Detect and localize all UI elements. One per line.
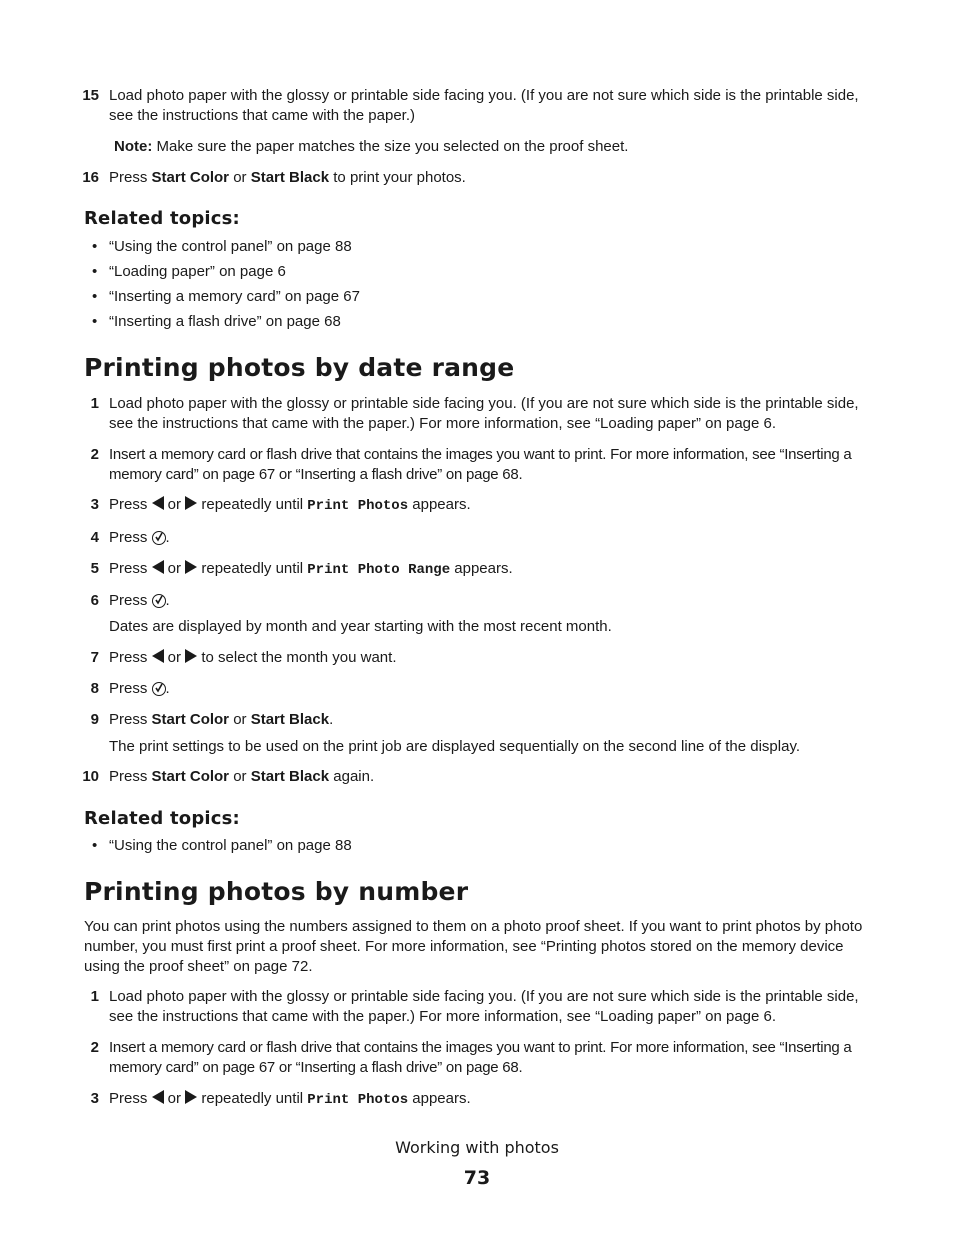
step-number: 5	[90, 560, 99, 577]
step-number: 1	[90, 988, 99, 1005]
left-arrow-icon	[152, 649, 164, 663]
start-black-label: Start Black	[250, 711, 330, 728]
bullet-icon: •	[92, 288, 98, 305]
bullet-icon: •	[92, 313, 98, 330]
step-text: Load photo paper with the glossy or printable side facing you. (If you are not sure which side is the printable side, see the instructions that came with the paper.)	[109, 87, 859, 124]
step-text: Press Start Color or Start Black again.	[109, 768, 375, 785]
display-text: Print Photo Range	[307, 562, 451, 578]
step-text: Press Start Color or Start Black to print your photos.	[109, 169, 466, 186]
step-text: Press .	[109, 592, 170, 609]
checkmark-button-icon	[152, 594, 166, 608]
step-number: 2	[90, 446, 99, 463]
bullet-icon: •	[92, 263, 98, 280]
start-black-label: Start Black	[250, 768, 330, 785]
display-text: Print Photos	[307, 1092, 409, 1108]
step-text: Press or repeatedly until Print Photos appears.	[109, 1090, 471, 1108]
footer-chapter-title: Working with photos	[395, 1138, 559, 1157]
step-number: 2	[90, 1039, 99, 1056]
section-intro: You can print photos using the numbers assigned to them on a photo proof sheet. If you want to print photos by photo number, you must first print a proof sheet. For more information, see “Printing photos stored on the memory device using the proof sheet” on page 72.	[84, 918, 863, 975]
step-number: 4	[90, 529, 99, 546]
step-text: Load photo paper with the glossy or printable side facing you. (If you are not sure which side is the printable side, see the instructions that came with the paper.) For more information, see “Loading paper” on page 6.	[109, 988, 859, 1025]
note	[114, 137, 874, 157]
step-text: Press or repeatedly until Print Photos appears.	[109, 496, 471, 514]
right-arrow-icon	[185, 649, 197, 663]
start-black-label: Start Black	[250, 169, 330, 186]
left-arrow-icon	[152, 560, 164, 574]
step-number: 7	[90, 649, 99, 666]
right-arrow-icon	[185, 560, 197, 574]
start-color-label: Start Color	[151, 768, 230, 785]
step-number: 3	[90, 496, 99, 513]
step-text: Press .	[109, 529, 170, 546]
step-6-detail: Dates are displayed by month and year starting with the most recent month.	[109, 618, 612, 635]
start-color-label: Start Color	[151, 169, 230, 186]
step-number: 15	[82, 87, 99, 104]
section-heading-date-range: Printing photos by date range	[84, 353, 515, 382]
step-number: 1	[90, 395, 99, 412]
right-arrow-icon	[185, 496, 197, 510]
step-text: Insert a memory card or flash drive that contains the images you want to print. For more information, see “Inserting a memory card” on page 67 or “Inserting a flash drive” on page 68.	[109, 1039, 852, 1076]
page-number: 73	[463, 1167, 491, 1189]
step-9-detail: The print settings to be used on the print job are displayed sequentially on the second line of the display.	[109, 738, 800, 755]
step-text: Press or repeatedly until Print Photo Range appears.	[109, 560, 513, 578]
related-topics-heading: Related topics:	[84, 208, 240, 229]
note-label: Note:	[114, 138, 153, 155]
step-text: Load photo paper with the glossy or printable side facing you. (If you are not sure which side is the printable side, see the instructions that came with the paper.) For more information, see “Loading paper” on page 6.	[109, 395, 859, 432]
step-number: 3	[90, 1090, 99, 1107]
step-text: Insert a memory card or flash drive that contains the images you want to print. For more information, see “Inserting a memory card” on page 67 or “Inserting a flash drive” on page 68.	[109, 446, 852, 483]
step-text: Press or to select the month you want.	[109, 649, 397, 666]
display-text: Print Photos	[307, 498, 409, 514]
step-number: 6	[90, 592, 99, 609]
step-number: 16	[82, 169, 99, 186]
step-text: Press Start Color or Start Black.	[109, 711, 334, 728]
bullet-icon: •	[92, 837, 98, 854]
manual-page: 15 Load photo paper with the glossy or printable side facing you. (If you are not sure which side is the printable side, see the instructions that came with the paper.) Note: Make sure the paper matches the size you selected on the proof sheet. 16 Press Start Color or Start Black to print your photos. Related topics: • “Using the control panel” on page 88 • “Loading paper” on page 6 • “Inserting a memory card” on page 67 • “Inserting a flash drive” on page 68 Printing photos by date range 1 Load photo paper with the glossy or printable side facing you. (If you are not sure which side is the printable side, see the instructions that came with the paper.) For more information, see “Loading paper” on page 6. 2 Insert a memory card or flash drive that contains the images you want to print. For more information, see “Inserting a memory card” on page 67 or “Inserting a flash drive” on page 68. 3 Press or repeatedly until Print Photos appears. 4 Press . 5 Press or repeatedly until Print Photo Range appears. 6 Press . Dates are displayed by month and year starting with the most recent month. 7 Press or to select the month you want. 8 Press . 9 Press Start Color or Start Black. The print settings to be used on the print job are displayed sequentially on the second line of the display. 10 Press Start Color or Start Black again. Related topics: • “Using the control panel” on page 88 Printing photos by number You can print photos using the numbers assigned to them on a photo proof sheet. If you want to print photos by photo number, you must first print a proof sheet. For more information, see “Printing photos stored on the memory device using the proof sheet” on page 72. 1 Load photo paper with the glossy or printable side facing you. (If you are not sure which side is the printable side, see the instructions that came with the paper.) For more information, see “Loading paper” on page 6. 2 Insert a memory card or flash drive that contains the images you want to print. For more information, see “Inserting a memory card” on page 67 or “Inserting a flash drive” on page 68. 3 Press or repeatedly until Print Photos appears. Working with photos 73	[0, 0, 954, 1235]
right-arrow-icon	[185, 1090, 197, 1104]
checkmark-button-icon	[152, 531, 166, 545]
start-color-label: Start Color	[151, 711, 230, 728]
step-number: 9	[90, 711, 99, 728]
step-number: 8	[90, 680, 99, 697]
related-topics-heading: Related topics:	[84, 808, 240, 829]
step-number: 10	[82, 768, 99, 785]
step-text: Press .	[109, 680, 170, 697]
checkmark-button-icon	[152, 682, 166, 696]
left-arrow-icon	[152, 496, 164, 510]
section-heading-by-number: Printing photos by number	[84, 877, 469, 906]
left-arrow-icon	[152, 1090, 164, 1104]
bullet-icon: •	[92, 238, 98, 255]
note-text: Make sure the paper matches the size you selected on the proof sheet.	[152, 138, 629, 155]
